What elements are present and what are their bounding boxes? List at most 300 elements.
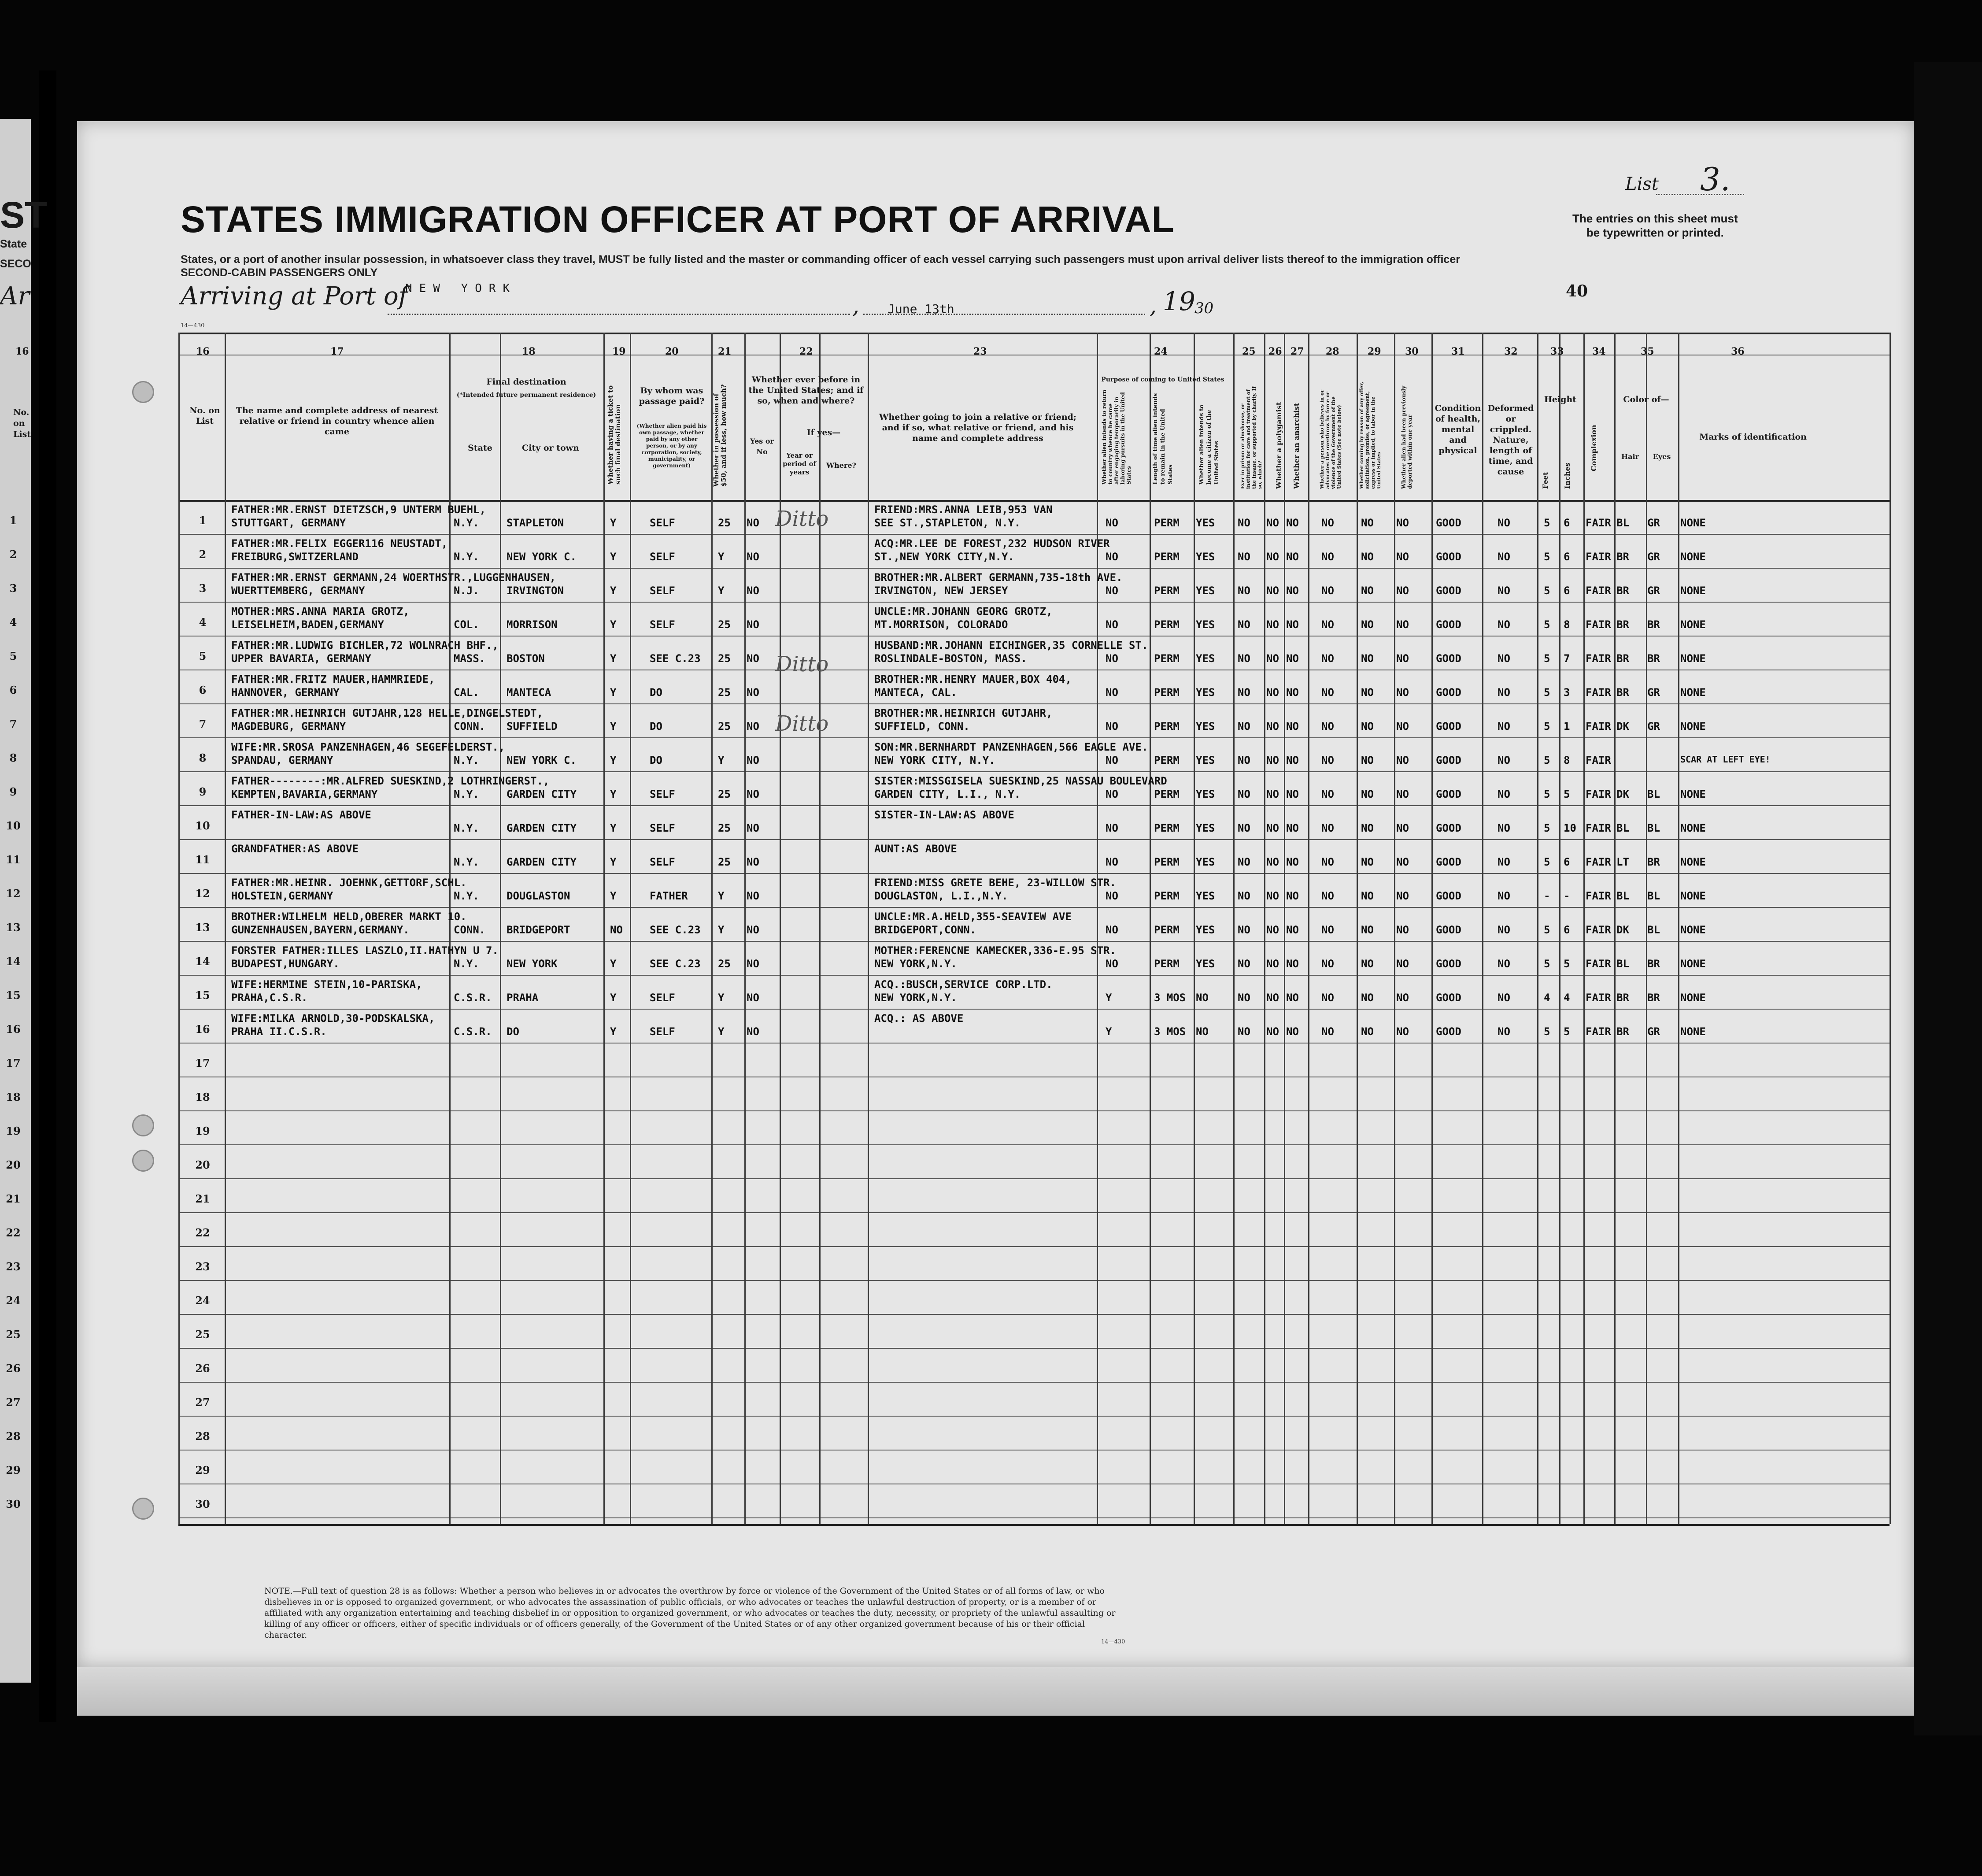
cell-marks: NONE — [1680, 551, 1706, 563]
cell-q26: NO — [1266, 1025, 1279, 1038]
cell-rel1: WIFE:MILKA ARNOLD,30-PODSKALSKA, — [231, 1012, 435, 1025]
left-page-row-number: 24 — [6, 1294, 21, 1307]
cell-paid: SELF — [650, 1025, 675, 1038]
cell-paid: SEE C.23 — [650, 652, 701, 665]
cell-ft: 5 — [1544, 924, 1550, 936]
arrival-date: June 13th — [887, 302, 954, 316]
cell-q28: NO — [1321, 958, 1334, 970]
cell-comp: FAIR — [1586, 890, 1611, 902]
cell-in: 6 — [1564, 924, 1570, 936]
cell-ticket: Y — [610, 551, 617, 563]
cell-ret: Y — [1106, 992, 1112, 1004]
row-number: 3 — [199, 582, 207, 595]
left-page-row-number: 7 — [9, 718, 17, 730]
binder-hole — [132, 1498, 154, 1520]
cell-join2: MT.MORRISON, COLORADO — [874, 618, 1008, 631]
cell-q30: NO — [1396, 890, 1409, 902]
left-page-row-number: 11 — [6, 853, 21, 866]
cell-paid: SELF — [650, 822, 675, 834]
column-number: 21 — [718, 346, 732, 357]
row-number: 29 — [195, 1464, 210, 1476]
cell-state: N.Y. — [454, 856, 479, 868]
cell-q27: NO — [1286, 585, 1299, 597]
cell-len: PERM — [1154, 822, 1180, 834]
page-title: STATES IMMIGRATION OFFICER AT PORT OF ARRIVAL — [181, 199, 1175, 240]
cell-q30: NO — [1396, 788, 1409, 800]
cell-hair: BR — [1616, 1025, 1629, 1038]
cell-len: PERM — [1154, 856, 1180, 868]
cell-rel2: STUTTGART, GERMANY — [231, 517, 346, 529]
cell-q28: NO — [1321, 788, 1334, 800]
year-suffix: 30 — [1194, 300, 1214, 317]
grid-row-line — [178, 1178, 1890, 1179]
cell-paid: SELF — [650, 551, 675, 563]
cell-hair: LT — [1616, 856, 1629, 868]
cell-q28: NO — [1321, 686, 1334, 699]
cell-join2: SUFFIELD, CONN. — [874, 720, 970, 733]
header-height: Height — [1544, 395, 1577, 404]
cell-city: PRAHA — [507, 992, 539, 1004]
cell-city: MORRISON — [507, 618, 558, 631]
cell-q30: NO — [1396, 618, 1409, 631]
header-join-relative: Whether going to join a relative or friend; and if so, what relative or friend, and his name and complete address — [879, 412, 1076, 443]
cell-comp: FAIR — [1586, 720, 1611, 733]
cell-city: NEW YORK C. — [507, 551, 577, 563]
cell-len: PERM — [1154, 551, 1180, 563]
cell-len: PERM — [1154, 924, 1180, 936]
cell-ft: 5 — [1544, 517, 1550, 529]
grid-column-line — [1678, 333, 1679, 1524]
header-color-of: Color of— — [1623, 395, 1669, 404]
cell-before: NO — [747, 788, 759, 800]
cell-ret: NO — [1106, 618, 1118, 631]
cell-in: 6 — [1564, 517, 1570, 529]
cell-ticket: Y — [610, 754, 617, 766]
cell-comp: FAIR — [1586, 992, 1611, 1004]
cell-ret: NO — [1106, 788, 1118, 800]
cell-q29: NO — [1361, 992, 1374, 1004]
cell-ft: 5 — [1544, 788, 1550, 800]
cell-join1: SISTER:MISSGISELA SUESKIND,25 NASSAU BOULEVARD — [874, 775, 1167, 787]
header-eyes: Eyes — [1653, 452, 1671, 461]
cell-money: 25 — [718, 517, 731, 529]
row-number: 28 — [195, 1430, 210, 1443]
cell-ret: NO — [1106, 890, 1118, 902]
header-final-destination-sub: (*Intended future permanent residence) — [456, 392, 596, 399]
cell-join1: ACQ.: AS ABOVE — [874, 1012, 964, 1025]
cell-len: PERM — [1154, 585, 1180, 597]
cell-ticket: Y — [610, 652, 617, 665]
grid-column-line — [1308, 333, 1309, 1524]
cell-eyes: GR — [1647, 686, 1660, 699]
cell-state: C.S.R. — [454, 1025, 492, 1038]
column-number: 18 — [522, 346, 536, 357]
header-polygamist: Whether a polygamist — [1275, 402, 1283, 489]
column-number: 30 — [1405, 346, 1419, 357]
cell-paid: FATHER — [650, 890, 688, 902]
header-deported: Whether alien had been previously deported within one year — [1401, 385, 1413, 489]
cell-paid: SELF — [650, 585, 675, 597]
cell-deform: NO — [1498, 618, 1510, 631]
cell-eyes: BR — [1647, 958, 1660, 970]
cell-q27: NO — [1286, 652, 1299, 665]
cell-rel1: FATHER:MR.ERNST GERMANN,24 WOERTHSTR.,LUGGENHAUSEN, — [231, 571, 556, 584]
grid-column-line — [1194, 333, 1195, 1524]
cell-health: GOOD — [1436, 618, 1461, 631]
cell-deform: NO — [1498, 992, 1510, 1004]
cell-cit: YES — [1196, 585, 1215, 597]
column-number: 23 — [973, 346, 987, 357]
grid-row-line — [178, 1517, 1890, 1518]
cell-comp: FAIR — [1586, 618, 1611, 631]
cell-q29: NO — [1361, 618, 1374, 631]
cell-health: GOOD — [1436, 924, 1461, 936]
cell-hair: BR — [1616, 652, 1629, 665]
cell-in: 8 — [1564, 618, 1570, 631]
cell-ticket: Y — [610, 720, 617, 733]
list-number: 3. — [1700, 161, 1731, 198]
cell-money: Y — [718, 1025, 725, 1038]
handwriting-ditto: Ditto — [775, 652, 829, 677]
left-page-row-number: 17 — [6, 1057, 21, 1069]
cell-q27: NO — [1286, 720, 1299, 733]
grid-row-line — [178, 703, 1890, 704]
cell-ticket: Y — [610, 958, 617, 970]
cell-cit: NO — [1196, 992, 1209, 1004]
cell-q25: NO — [1238, 686, 1250, 699]
grid-row-line — [178, 1280, 1890, 1281]
cell-comp: FAIR — [1586, 517, 1611, 529]
cell-rel2: WUERTTEMBERG, GERMANY — [231, 585, 365, 597]
cell-before: NO — [747, 618, 759, 631]
grid-row-line — [178, 975, 1890, 976]
cell-rel2: MAGDEBURG, GERMANY — [231, 720, 346, 733]
grid-row-line — [178, 839, 1890, 840]
cell-state: N.Y. — [454, 517, 479, 529]
cell-ret: NO — [1106, 754, 1118, 766]
cell-cit: YES — [1196, 754, 1215, 766]
row-number: 18 — [195, 1091, 210, 1103]
cell-ft: 5 — [1544, 822, 1550, 834]
left-page-row-number: 12 — [6, 887, 21, 900]
cell-q25: NO — [1238, 856, 1250, 868]
cell-health: GOOD — [1436, 958, 1461, 970]
left-fragment-on: on — [13, 418, 25, 428]
cell-q30: NO — [1396, 856, 1409, 868]
cell-q25: NO — [1238, 992, 1250, 1004]
cell-rel1: FATHER--------:MR.ALFRED SUESKIND,2 LOTHRINGERST., — [231, 775, 550, 787]
cell-money: 25 — [718, 856, 731, 868]
cell-q26: NO — [1266, 551, 1279, 563]
header-passage-paid: By whom was passage paid? — [639, 386, 705, 406]
cell-rel1: GRANDFATHER:AS ABOVE — [231, 843, 359, 855]
cell-q30: NO — [1396, 1025, 1409, 1038]
cell-q26: NO — [1266, 686, 1279, 699]
cell-marks: NONE — [1680, 585, 1706, 597]
cell-q29: NO — [1361, 652, 1374, 665]
column-number: 19 — [612, 346, 626, 357]
column-number: 34 — [1592, 346, 1606, 357]
port-name: NEW YORK — [405, 282, 517, 295]
cell-q25: NO — [1238, 720, 1250, 733]
cell-health: GOOD — [1436, 1025, 1461, 1038]
cell-q28: NO — [1321, 517, 1334, 529]
cell-deform: NO — [1498, 686, 1510, 699]
cell-q26: NO — [1266, 585, 1279, 597]
cell-ticket: Y — [610, 585, 617, 597]
cell-eyes: BL — [1647, 788, 1660, 800]
cell-city: GARDEN CITY — [507, 788, 577, 800]
cell-cit: YES — [1196, 890, 1215, 902]
cell-q26: NO — [1266, 822, 1279, 834]
cell-comp: FAIR — [1586, 788, 1611, 800]
cell-cit: YES — [1196, 788, 1215, 800]
cell-before: NO — [747, 585, 759, 597]
cell-before: NO — [747, 924, 759, 936]
arriving-label: Arriving at Port of — [181, 282, 408, 311]
cell-q30: NO — [1396, 551, 1409, 563]
cell-q30: NO — [1396, 924, 1409, 936]
cell-ft: 5 — [1544, 1025, 1550, 1038]
binder-hole — [132, 1114, 154, 1136]
cell-rel1: FATHER:MR.ERNST DIETZSCH,9 UNTERM BUEHL, — [231, 503, 486, 516]
cell-state: N.Y. — [454, 754, 479, 766]
cell-join2: NEW YORK,N.Y. — [874, 958, 957, 970]
cell-hair: DK — [1616, 720, 1629, 733]
grid-row-line — [178, 1212, 1890, 1213]
cell-health: GOOD — [1436, 788, 1461, 800]
footnote-question-28: NOTE.—Full text of question 28 is as follows: Whether a person who believes in or advocates the overthrow by force or violence of the Government of the United States or of all forms of law, or who disbelieves in or is opposed to organized government, or who advocates the assassination of public officials, or who advocates or teaches the unlawful destruction of property, or is a member of or affiliated with any organization entertaining and teaching disbelief in or opposition to organized government, or who advocates or teaches the duty, necessity, or propriety of the unlawful assaulting or killing of any officer or officers, either of specific individuals or of officers generally, of the Government of the United States or of any other organized government because of his or their official character. — [264, 1586, 1116, 1640]
cell-ticket: Y — [610, 856, 617, 868]
cell-marks: NONE — [1680, 856, 1706, 868]
cell-q26: NO — [1266, 754, 1279, 766]
cell-marks: NONE — [1680, 822, 1706, 834]
cell-health: GOOD — [1436, 686, 1461, 699]
cell-paid: SEE C.23 — [650, 924, 701, 936]
grid-column-line — [1482, 333, 1483, 1524]
cell-hair: BL — [1616, 822, 1629, 834]
header-class: SECOND-CABIN PASSENGERS ONLY — [181, 266, 378, 279]
column-number: 31 — [1451, 346, 1465, 357]
cell-deform: NO — [1498, 788, 1510, 800]
cell-q28: NO — [1321, 890, 1334, 902]
cell-deform: NO — [1498, 652, 1510, 665]
cell-before: NO — [747, 958, 759, 970]
cell-eyes: BR — [1647, 618, 1660, 631]
cell-q25: NO — [1238, 958, 1250, 970]
binding-spine — [39, 70, 56, 1722]
cell-before: NO — [747, 992, 759, 1004]
cell-ft: 5 — [1544, 551, 1550, 563]
cell-hair: BR — [1616, 992, 1629, 1004]
cell-join1: FRIEND:MISS GRETE BEHE, 23-WILLOW STR. — [874, 877, 1117, 889]
left-page-row-number: 30 — [6, 1498, 21, 1510]
cell-money: Y — [718, 890, 725, 902]
cell-q27: NO — [1286, 551, 1299, 563]
cell-q28: NO — [1321, 551, 1334, 563]
left-fragment-list: List — [13, 429, 31, 439]
header-inches: Inches — [1563, 463, 1572, 489]
cell-eyes: GR — [1647, 585, 1660, 597]
cell-join1: UNCLE:MR.JOHANN GEORG GROTZ, — [874, 605, 1053, 618]
cell-len: 3 MOS — [1154, 992, 1186, 1004]
grid-row-line — [178, 737, 1890, 738]
grid-row-line — [178, 568, 1890, 569]
cell-cit: YES — [1196, 856, 1215, 868]
cell-city: GARDEN CITY — [507, 822, 577, 834]
cell-deform: NO — [1498, 551, 1510, 563]
left-page-row-number: 10 — [6, 819, 21, 832]
port-line — [388, 314, 850, 315]
header-fifty-dollars: Whether in possession of $50, and if less, how much? — [712, 384, 728, 487]
cell-health: GOOD — [1436, 754, 1461, 766]
row-number: 27 — [195, 1396, 210, 1409]
cell-ticket: Y — [610, 822, 617, 834]
grid-column-line — [1150, 333, 1151, 1524]
left-fragment-col: 16 — [15, 346, 29, 357]
cell-ft: 5 — [1544, 958, 1550, 970]
cell-len: PERM — [1154, 652, 1180, 665]
row-number: 30 — [195, 1498, 210, 1510]
cell-comp: FAIR — [1586, 585, 1611, 597]
cell-before: NO — [747, 1025, 759, 1038]
cell-q26: NO — [1266, 992, 1279, 1004]
cell-q27: NO — [1286, 1025, 1299, 1038]
cell-len: 3 MOS — [1154, 1025, 1186, 1038]
left-page-row-number: 19 — [6, 1125, 21, 1137]
row-number: 17 — [195, 1057, 210, 1069]
header-citizen-intent: Whether alien intends to become a citizen of the United States — [1198, 404, 1220, 485]
grid-column-line — [1284, 333, 1285, 1524]
cell-in: - — [1564, 890, 1570, 902]
year-comma: , — [1150, 293, 1157, 318]
cell-deform: NO — [1498, 958, 1510, 970]
cell-city: NEW YORK — [507, 958, 558, 970]
row-number: 12 — [195, 887, 210, 900]
cell-rel1: FATHER:MR.LUDWIG BICHLER,72 WOLNRACH BHF., — [231, 639, 499, 651]
cell-eyes: GR — [1647, 1025, 1660, 1038]
cell-comp: FAIR — [1586, 686, 1611, 699]
cell-health: GOOD — [1436, 720, 1461, 733]
column-number: 17 — [330, 346, 344, 357]
cell-len: PERM — [1154, 754, 1180, 766]
cell-q28: NO — [1321, 822, 1334, 834]
cell-city: DOUGLASTON — [507, 890, 570, 902]
cell-ret: Y — [1106, 1025, 1112, 1038]
left-page-row-number: 29 — [6, 1464, 21, 1476]
cell-health: GOOD — [1436, 822, 1461, 834]
cell-q25: NO — [1238, 618, 1250, 631]
cell-rel2: BUDAPEST,HUNGARY. — [231, 958, 340, 970]
cell-state: CONN. — [454, 924, 486, 936]
header-purpose: Purpose of coming to United States — [1101, 376, 1224, 383]
cell-in: 4 — [1564, 992, 1570, 1004]
cell-q25: NO — [1238, 822, 1250, 834]
column-number: 26 — [1268, 346, 1282, 357]
grid-row-line — [178, 1110, 1890, 1111]
cell-money: Y — [718, 585, 725, 597]
cell-join1: ACQ.:BUSCH,SERVICE CORP.LTD. — [874, 978, 1053, 991]
grid-row-line — [178, 602, 1890, 603]
grid-column-line — [744, 333, 746, 1524]
header-ticket: Whether having a ticket to such final destination — [606, 385, 622, 485]
grid-column-line — [1233, 333, 1235, 1524]
column-number: 27 — [1291, 346, 1304, 357]
cell-join1: SON:MR.BERNHARDT PANZENHAGEN,566 EAGLE AVE. — [874, 741, 1148, 753]
header-passage-paid-sub: (Whether alien paid his own passage, whether paid by any other person, or by any corporation, society, municipality, or government) — [636, 423, 707, 469]
cell-q26: NO — [1266, 788, 1279, 800]
grid-row-line — [178, 1416, 1890, 1417]
cell-ticket: Y — [610, 618, 617, 631]
cell-rel1: WIFE:MR.SROSA PANZENHAGEN,46 SEGEFELDERST., — [231, 741, 505, 753]
cell-in: 10 — [1564, 822, 1576, 834]
cell-in: 6 — [1564, 585, 1570, 597]
cell-join2: SEE ST.,STAPLETON, N.Y. — [874, 517, 1021, 529]
left-page-row-number: 4 — [9, 616, 17, 629]
cell-eyes: BL — [1647, 822, 1660, 834]
row-number: 14 — [195, 955, 210, 968]
column-number: 24 — [1154, 346, 1168, 357]
cell-join2: NEW YORK CITY, N.Y. — [874, 754, 995, 766]
cell-ft: 5 — [1544, 754, 1550, 766]
cell-len: PERM — [1154, 618, 1180, 631]
row-number: 11 — [195, 853, 210, 866]
cell-rel2: KEMPTEN,BAVARIA,GERMANY — [231, 788, 378, 800]
left-page-row-number: 18 — [6, 1091, 21, 1103]
cell-q29: NO — [1361, 754, 1374, 766]
cell-hair: BR — [1616, 686, 1629, 699]
row-number: 2 — [199, 548, 207, 561]
cell-q25: NO — [1238, 652, 1250, 665]
cell-ft: - — [1544, 890, 1550, 902]
cell-cit: YES — [1196, 720, 1215, 733]
cell-ret: NO — [1106, 686, 1118, 699]
left-page-row-number: 20 — [6, 1158, 21, 1171]
left-page-row-number: 15 — [6, 989, 21, 1002]
cell-state: N.Y. — [454, 551, 479, 563]
cell-q29: NO — [1361, 856, 1374, 868]
left-page-row-number: 26 — [6, 1362, 21, 1375]
cell-q28: NO — [1321, 1025, 1334, 1038]
left-fragment-title: ST — [0, 194, 48, 236]
cell-city: NEW YORK C. — [507, 754, 577, 766]
cell-paid: SEE C.23 — [650, 958, 701, 970]
cell-ret: NO — [1106, 652, 1118, 665]
cell-q25: NO — [1238, 924, 1250, 936]
grid-row-line — [178, 941, 1890, 942]
grid-column-line — [1559, 333, 1560, 1524]
cell-q30: NO — [1396, 822, 1409, 834]
cell-deform: NO — [1498, 585, 1510, 597]
column-number: 28 — [1326, 346, 1339, 357]
cell-rel2: PRAHA II.C.S.R. — [231, 1025, 327, 1038]
cell-join1: BROTHER:MR.ALBERT GERMANN,735-18th AVE. — [874, 571, 1123, 584]
cell-hair: BR — [1616, 585, 1629, 597]
header-prison: Ever in prison or almshouse, or institution for care and treatment of the insane, or supported by charity. If so, which? — [1240, 386, 1263, 489]
cell-money: 25 — [718, 958, 731, 970]
cell-paid: SELF — [650, 517, 675, 529]
grid-column-line — [1614, 333, 1616, 1524]
cell-q27: NO — [1286, 788, 1299, 800]
cell-join2: BRIDGEPORT,CONN. — [874, 924, 976, 936]
cell-state: CONN. — [454, 720, 486, 733]
cell-rel1: FATHER:MR.FELIX EGGER116 NEUSTADT, — [231, 537, 448, 550]
column-number: 35 — [1641, 346, 1654, 357]
cell-money: Y — [718, 924, 725, 936]
cell-paid: DO — [650, 720, 662, 733]
cell-len: PERM — [1154, 958, 1180, 970]
row-number: 1 — [199, 514, 207, 527]
